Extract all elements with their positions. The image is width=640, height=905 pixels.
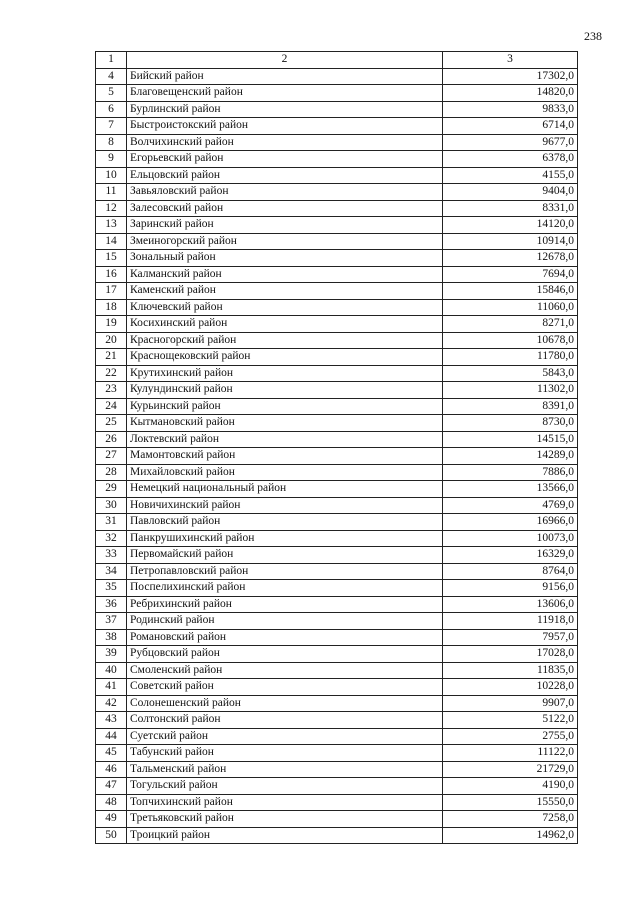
table-row [96,266,578,283]
district-name-cell: Красногорский район [127,332,443,349]
value-cell: 11780,0 [443,349,578,366]
row-number-cell: 19 [96,316,127,333]
value-cell: 9404,0 [443,184,578,201]
row-number-cell: 22 [96,365,127,382]
table-body [96,52,578,844]
value-cell: 6714,0 [443,118,578,135]
value-cell: 2755,0 [443,728,578,745]
value-cell: 8764,0 [443,563,578,580]
value-cell: 8730,0 [443,415,578,432]
table-row [96,184,578,201]
row-number-cell: 8 [96,134,127,151]
district-name-cell: Родинский район [127,613,443,630]
table-row [96,530,578,547]
row-number-cell: 17 [96,283,127,300]
district-name-cell: Завьяловский район [127,184,443,201]
row-number-cell: 37 [96,613,127,630]
value-cell: 16329,0 [443,547,578,564]
value-cell: 13566,0 [443,481,578,498]
value-cell: 4190,0 [443,778,578,795]
district-name-cell: Быстроистокский район [127,118,443,135]
district-name-cell: Косихинский район [127,316,443,333]
table-row [96,646,578,663]
district-name-cell: Троицкий район [127,827,443,844]
value-cell: 10228,0 [443,679,578,696]
table-row [96,811,578,828]
value-cell: 10678,0 [443,332,578,349]
row-number-cell: 33 [96,547,127,564]
row-number-cell: 30 [96,497,127,514]
row-number-cell: 21 [96,349,127,366]
district-name-cell: Бурлинский район [127,101,443,118]
row-number-cell: 39 [96,646,127,663]
row-number-cell: 42 [96,695,127,712]
value-cell: 9156,0 [443,580,578,597]
table-row [96,415,578,432]
table-row [96,365,578,382]
table-row [96,596,578,613]
table-row [96,547,578,564]
value-cell: 11302,0 [443,382,578,399]
table-row [96,349,578,366]
district-name-cell: Залесовский район [127,200,443,217]
row-number-cell: 29 [96,481,127,498]
row-number-cell: 28 [96,464,127,481]
district-name-cell: Михайловский район [127,464,443,481]
district-name-cell: Тогульский район [127,778,443,795]
table-row [96,497,578,514]
district-name-cell: Немецкий национальный район [127,481,443,498]
row-number-cell: 15 [96,250,127,267]
row-number-cell: 11 [96,184,127,201]
district-name-cell: Бийский район [127,68,443,85]
table-row [96,118,578,135]
table-row [96,283,578,300]
value-cell: 7957,0 [443,629,578,646]
row-number-cell: 47 [96,778,127,795]
district-name-cell: Кытмановский район [127,415,443,432]
row-number-cell: 12 [96,200,127,217]
value-cell: 14515,0 [443,431,578,448]
table-row [96,695,578,712]
district-name-cell: Первомайский район [127,547,443,564]
row-number-cell: 48 [96,794,127,811]
value-cell: 17302,0 [443,68,578,85]
row-number-cell: 14 [96,233,127,250]
district-name-cell: Рубцовский район [127,646,443,663]
district-table [95,51,578,844]
row-number-cell: 38 [96,629,127,646]
district-name-cell: Новичихинский район [127,497,443,514]
row-number-cell: 6 [96,101,127,118]
header-col-2: 2 [127,52,443,69]
value-cell: 13606,0 [443,596,578,613]
table-row [96,745,578,762]
row-number-cell: 5 [96,85,127,102]
table-row [96,151,578,168]
district-name-cell: Волчихинский район [127,134,443,151]
row-number-cell: 35 [96,580,127,597]
value-cell: 14120,0 [443,217,578,234]
value-cell: 17028,0 [443,646,578,663]
district-name-cell: Топчихинский район [127,794,443,811]
district-name-cell: Крутихинский район [127,365,443,382]
district-name-cell: Краснощековский район [127,349,443,366]
value-cell: 9677,0 [443,134,578,151]
header-col-1: 1 [96,52,127,69]
district-name-cell: Суетский район [127,728,443,745]
table-row [96,464,578,481]
table-row [96,563,578,580]
row-number-cell: 20 [96,332,127,349]
row-number-cell: 13 [96,217,127,234]
table-row [96,827,578,844]
district-name-cell: Зональный район [127,250,443,267]
district-name-cell: Тальменский район [127,761,443,778]
row-number-cell: 43 [96,712,127,729]
table-row [96,382,578,399]
district-name-cell: Табунский район [127,745,443,762]
value-cell: 14962,0 [443,827,578,844]
value-cell: 10914,0 [443,233,578,250]
table-row [96,679,578,696]
row-number-cell: 50 [96,827,127,844]
value-cell: 9833,0 [443,101,578,118]
table-row [96,629,578,646]
table-row [96,580,578,597]
row-number-cell: 41 [96,679,127,696]
row-number-cell: 26 [96,431,127,448]
district-name-cell: Кулундинский район [127,382,443,399]
row-number-cell: 40 [96,662,127,679]
table-row [96,398,578,415]
district-name-cell: Солонешенский район [127,695,443,712]
row-number-cell: 44 [96,728,127,745]
value-cell: 4155,0 [443,167,578,184]
page-number: 238 [584,29,602,43]
value-cell: 11835,0 [443,662,578,679]
district-name-cell: Каменский район [127,283,443,300]
value-cell: 8391,0 [443,398,578,415]
table-row [96,431,578,448]
value-cell: 11060,0 [443,299,578,316]
value-cell: 5843,0 [443,365,578,382]
row-number-cell: 46 [96,761,127,778]
row-number-cell: 16 [96,266,127,283]
row-number-cell: 23 [96,382,127,399]
row-number-cell: 9 [96,151,127,168]
value-cell: 15846,0 [443,283,578,300]
table-row [96,794,578,811]
district-name-cell: Заринский район [127,217,443,234]
table-row [96,761,578,778]
value-cell: 6378,0 [443,151,578,168]
value-cell: 7694,0 [443,266,578,283]
district-name-cell: Благовещенский район [127,85,443,102]
district-name-cell: Локтевский район [127,431,443,448]
value-cell: 12678,0 [443,250,578,267]
table-row [96,712,578,729]
district-name-cell: Петропавловский район [127,563,443,580]
table-row [96,728,578,745]
table-row [96,250,578,267]
header-col-3: 3 [443,52,578,69]
value-cell: 5122,0 [443,712,578,729]
row-number-cell: 24 [96,398,127,415]
table-row [96,662,578,679]
value-cell: 8271,0 [443,316,578,333]
table-row [96,85,578,102]
value-cell: 14289,0 [443,448,578,465]
table-row [96,68,578,85]
district-name-cell: Калманский район [127,266,443,283]
row-number-cell: 31 [96,514,127,531]
row-number-cell: 25 [96,415,127,432]
value-cell: 4769,0 [443,497,578,514]
value-cell: 7258,0 [443,811,578,828]
district-name-cell: Егорьевский район [127,151,443,168]
row-number-cell: 10 [96,167,127,184]
row-number-cell: 32 [96,530,127,547]
value-cell: 16966,0 [443,514,578,531]
district-name-cell: Курьинский район [127,398,443,415]
district-name-cell: Ельцовский район [127,167,443,184]
value-cell: 15550,0 [443,794,578,811]
value-cell: 21729,0 [443,761,578,778]
row-number-cell: 4 [96,68,127,85]
table-row [96,101,578,118]
row-number-cell: 7 [96,118,127,135]
district-name-cell: Панкрушихинский район [127,530,443,547]
table-row [96,217,578,234]
row-number-cell: 18 [96,299,127,316]
table-row [96,134,578,151]
row-number-cell: 49 [96,811,127,828]
value-cell: 11918,0 [443,613,578,630]
table-row [96,481,578,498]
row-number-cell: 27 [96,448,127,465]
table-row [96,332,578,349]
table-row [96,778,578,795]
row-number-cell: 34 [96,563,127,580]
table-row [96,233,578,250]
value-cell: 10073,0 [443,530,578,547]
table-row [96,167,578,184]
district-name-cell: Смоленский район [127,662,443,679]
value-cell: 11122,0 [443,745,578,762]
district-name-cell: Третьяковский район [127,811,443,828]
district-name-cell: Змеиногорский район [127,233,443,250]
district-name-cell: Романовский район [127,629,443,646]
table-row [96,613,578,630]
district-name-cell: Ребрихинский район [127,596,443,613]
table-header-row [96,52,578,69]
value-cell: 7886,0 [443,464,578,481]
value-cell: 8331,0 [443,200,578,217]
value-cell: 9907,0 [443,695,578,712]
table-row [96,448,578,465]
table-row [96,299,578,316]
row-number-cell: 45 [96,745,127,762]
table-row [96,514,578,531]
table-row [96,200,578,217]
district-name-cell: Ключевский район [127,299,443,316]
table-row [96,316,578,333]
row-number-cell: 36 [96,596,127,613]
district-name-cell: Мамонтовский район [127,448,443,465]
district-name-cell: Поспелихинский район [127,580,443,597]
value-cell: 14820,0 [443,85,578,102]
district-name-cell: Павловский район [127,514,443,531]
district-name-cell: Советский район [127,679,443,696]
district-name-cell: Солтонский район [127,712,443,729]
